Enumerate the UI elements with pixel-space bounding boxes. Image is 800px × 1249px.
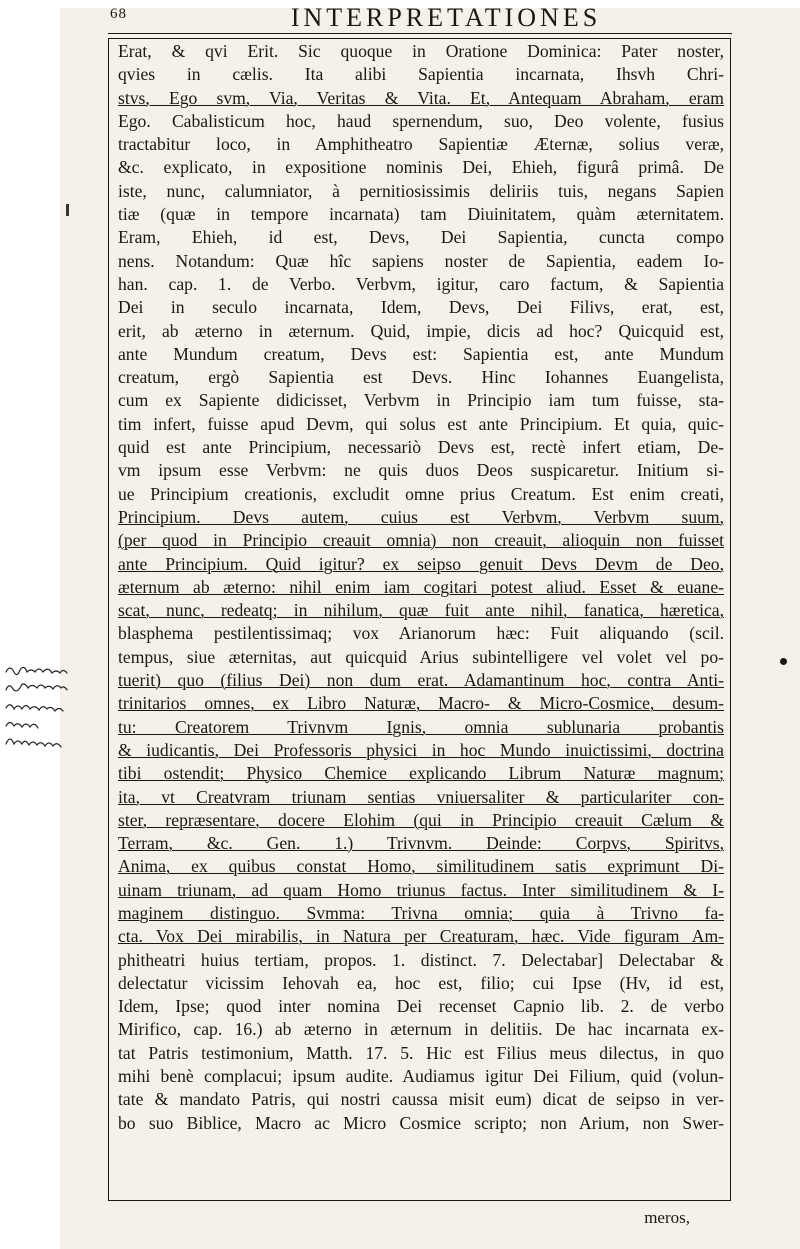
text-line: iste, nunc, calumniator, à pernitiosissimis deliriis tuis, negans Sapien: [118, 180, 724, 201]
handwritten-margin-note: [2, 660, 122, 760]
text-line: bo suo Biblice, Macro ac Micro Cosmice scripto; non Arium, non Swer-: [118, 1112, 724, 1133]
text-line: tractabitur loco, in Amphitheatro Sapientiæ Æternæ, solius veræ,: [118, 134, 724, 155]
text-line: tat Patris testimonium, Matth. 17. 5. Hic est Filius meus dilectus, in quo: [118, 1042, 724, 1063]
text-line: ante Mundum creatum, Devs est: Sapientia est, ante Mundum: [118, 343, 724, 364]
text-line: vm ipsum esse Verbvm: ne quis duos Deos suspicaretur. Initium si-: [118, 460, 724, 481]
text-line: qvies in cælis. Ita alibi Sapientia incarnata, Ihsvh Chri-: [118, 64, 724, 85]
text-line: &c. explicato, in expositione nominis Dei, Ehieh, figurâ primâ. De: [118, 157, 724, 178]
text-line: Terram, &c. Gen. 1.) Trivnvm. Deinde: Corpvs, Spiritvs,: [118, 833, 724, 854]
text-line: han. cap. 1. de Verbo. Verbvm, igitur, caro factum, & Sapientia: [118, 273, 724, 294]
text-line: quid est ante Principium, necessariò Devs est, rectè infert etiam, De-: [118, 437, 724, 458]
catchword: meros,: [644, 1208, 690, 1227]
text-line: erit, ab æterno in æternum. Quid, impie, dicis ad hoc? Quicquid est,: [118, 320, 724, 341]
text-line: Anima, ex quibus constat Homo, similitudinem satis exprimunt Di-: [118, 856, 724, 877]
text-line: nens. Notandum: Quæ hîc sapiens noster de Sapientia, eadem Io-: [118, 250, 724, 271]
text-line: æternum ab æterno: nihil enim iam cogitari potest aliud. Esset & euane-: [118, 576, 724, 597]
text-line: tim infert, fuisse apud Devm, qui solus est ante Principium. Et quia, quic-: [118, 413, 724, 434]
page-number: 68: [110, 6, 127, 22]
text-line: trinitarios omnes, ex Libro Naturæ, Macro- & Micro-Cosmice, desum-: [118, 693, 724, 714]
text-line: Principium. Devs autem, cuius est Verbvm, Verbvm suum,: [118, 506, 724, 527]
margin-strip: [0, 0, 60, 1249]
running-title: INTERPRETATIONES: [290, 3, 602, 32]
text-line: tu: Creatorem Trivnvm Ignis, omnia sublunaria probantis: [118, 716, 724, 737]
text-line: maginem distinguo. Svmma: Trivna omnia; quia à Trivno fa-: [118, 902, 724, 923]
text-line: Ego. Cabalisticum hoc, haud spernendum, suo, Deo volente, fusius: [118, 110, 724, 131]
text-line: Erat, & qvi Erit. Sic quoque in Oratione Dominica: Pater noster,: [118, 41, 724, 61]
text-line: creatum, ergò Sapientia est Devs. Hinc Iohannes Euangelista,: [118, 367, 724, 388]
text-line: uinam triunam, ad quam Homo triunus factus. Inter similitudinem & I-: [118, 879, 724, 900]
text-line: ue Principium creationis, excludit omne prius Creatum. Est enim creati,: [118, 483, 724, 504]
text-line: scat, nunc, redeatq; in nihilum, quæ fuit ante nihil, fanatica, hæretica,: [118, 600, 724, 621]
text-line: tempus, siue æternitas, aut quicquid Arius subintelligere vel volet vel po-: [118, 646, 724, 667]
text-line: tiæ (quæ in tempore incarnata) tam Diuinitatem, quàm æternitatem.: [118, 204, 724, 225]
text-line: ita, vt Creatvram triunam sentias vniuersaliter & particulariter con-: [118, 786, 724, 807]
text-line: stvs, Ego svm, Via, Veritas & Vita. Et, Antequam Abraham, eram: [118, 87, 724, 108]
edge-mark: [66, 204, 69, 216]
text-line: ante Principium. Quid igitur? ex seipso genuit Devs Devm de Deo,: [118, 553, 724, 574]
text-line: Mirifico, cap. 16.) ab æterno in æternum in delitiis. De hac incarnata ex-: [118, 1019, 724, 1040]
text-line: (per quod in Principio creauit omnia) non creauit, alioquin non fuisset: [118, 530, 724, 551]
body-text: [118, 40, 724, 1135]
text-line: Idem, Ipse; quod inter nomina Dei recenset Capnio lib. 2. de verbo: [118, 996, 724, 1017]
text-line: tate & mandato Patris, qui nostri caussa misit eum) dicat de seipso in ver-: [118, 1089, 724, 1110]
text-line: & iudicantis, Dei Professoris physici in hoc Mundo inuictissimi, doctrina: [118, 739, 724, 760]
text-line: tuerit) quo (filius Dei) non dum erat. Adamantinum hoc, contra Anti-: [118, 670, 724, 691]
page-header: [110, 0, 722, 40]
text-line: phitheatri huius tertiam, propos. 1. distinct. 7. Delectabar] Delectabar &: [118, 949, 724, 970]
text-line: delectatur vicissim Iehovah ea, hoc est, filio; cui Ipse (Hv, id est,: [118, 972, 724, 993]
text-line: Dei in seculo incarnata, Idem, Devs, Dei Filivs, erat, est,: [118, 297, 724, 318]
text-line: cum ex Sapiente didicisset, Verbvm in Principio iam tum fuisse, sta-: [118, 390, 724, 411]
text-line: ster, repræsentare, docere Elohim (qui in Principio creauit Cælum &: [118, 809, 724, 830]
text-line: tibi ostendit; Physico Chemice explicando Librum Naturæ magnum;: [118, 763, 724, 784]
text-line: cta. Vox Dei mirabilis, in Natura per Creaturam, hæc. Vide figuram Am-: [118, 926, 724, 947]
text-line: Eram, Ehieh, id est, Devs, Dei Sapientia, cuncta compo: [118, 227, 724, 248]
text-line: mihi benè complacui; ipsum audite. Audiamus igitur Dei Filium, quid (volun-: [118, 1066, 724, 1087]
text-line: blasphema pestilentissimaq; vox Arianorum hæc: Fuit aliquando (scil.: [118, 623, 724, 644]
header-rule: [108, 33, 732, 34]
margin-dot: [780, 658, 787, 665]
